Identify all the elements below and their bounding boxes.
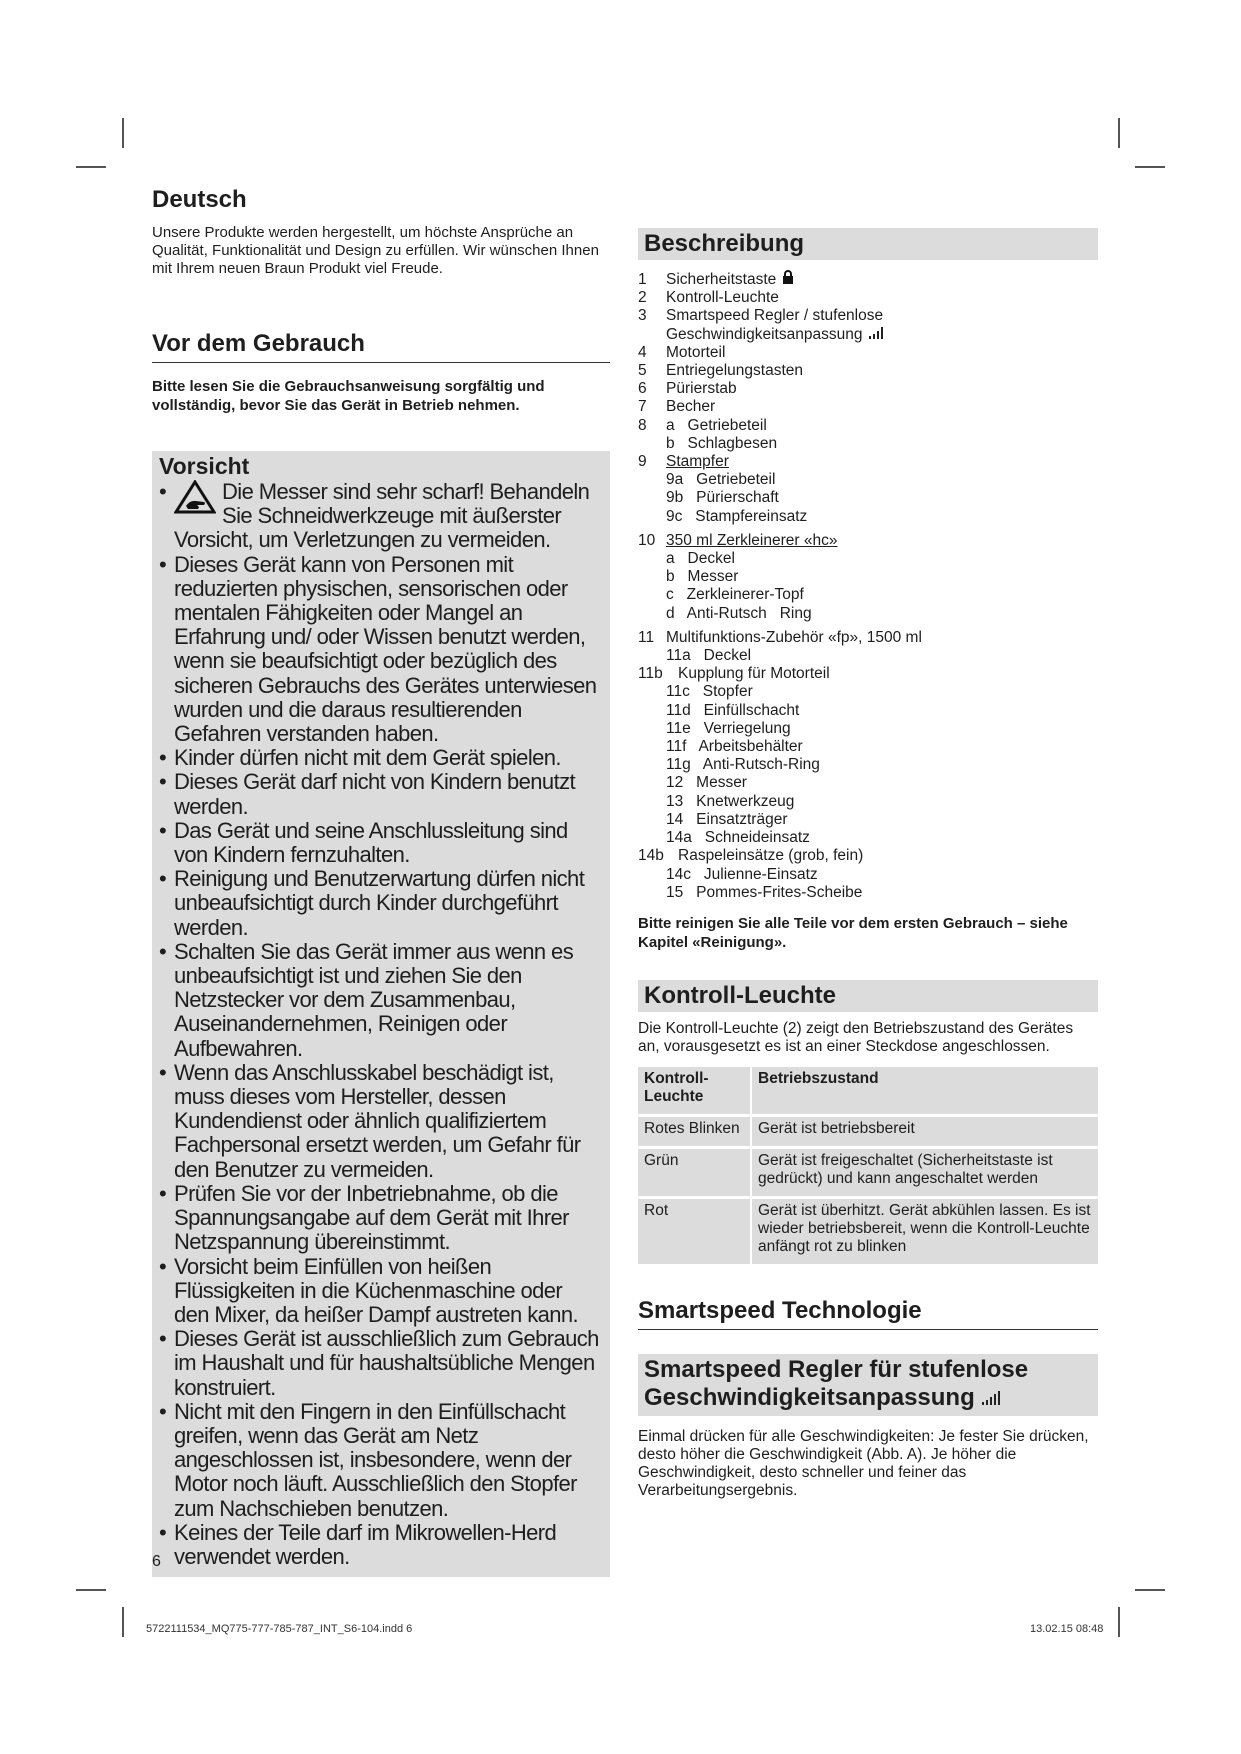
table-row bbox=[638, 1149, 1098, 1196]
table-cell: Gerät ist betriebsbereit bbox=[752, 1117, 1098, 1146]
part-number: 3 bbox=[638, 307, 647, 325]
part-number: 10 bbox=[638, 531, 656, 549]
part-label: Pürierstab bbox=[666, 380, 737, 398]
vorsicht-box bbox=[152, 451, 610, 1577]
list-item bbox=[638, 774, 1098, 792]
list-item bbox=[638, 307, 1098, 325]
language-title: Deutsch bbox=[152, 186, 247, 213]
part-label: 11e Verriegelung bbox=[666, 719, 791, 737]
part-label: 9c Stampfereinsatz bbox=[666, 507, 808, 525]
crop-mark bbox=[76, 1589, 106, 1591]
table-row bbox=[638, 1199, 1098, 1264]
part-label: d Anti-Rutsch Ring bbox=[666, 604, 812, 622]
part-label: 350 ml Zerkleinerer «hc» bbox=[666, 531, 838, 549]
list-item: • Das Gerät und seine Anschlussleitung sind von Kindern fernzuhalten. bbox=[159, 819, 602, 867]
part-number: 8 bbox=[638, 416, 647, 434]
list-item: • Dieses Gerät darf nicht von Kindern benutzt werden. bbox=[159, 770, 602, 818]
list-item bbox=[638, 568, 1098, 586]
part-label: 11g Anti-Rutsch-Ring bbox=[666, 756, 820, 774]
list-item bbox=[638, 326, 1098, 344]
table-header: Betriebszustand bbox=[752, 1067, 1098, 1114]
list-item bbox=[638, 756, 1098, 774]
part-number: 11 bbox=[638, 628, 655, 646]
list-item: • Kinder dürfen nicht mit dem Gerät spielen. bbox=[159, 746, 602, 770]
list-item bbox=[638, 417, 1098, 435]
list-item bbox=[638, 380, 1098, 398]
part-label: b Schlagbesen bbox=[666, 434, 778, 452]
part-label: 11a Deckel bbox=[666, 647, 752, 665]
table-cell: Gerät ist überhitzt. Gerät abkühlen lassen. Es ist wieder betriebsbereit, wenn die Kontroll-Leuchte anfängt rot zu blinken bbox=[752, 1199, 1098, 1264]
beschreibung-heading: Beschreibung bbox=[638, 228, 1098, 260]
part-number: 6 bbox=[638, 380, 647, 398]
table-cell: Gerät ist freigeschaltet (Sicherheitstaste ist gedrückt) und kann angeschaltet werden bbox=[752, 1149, 1098, 1196]
part-number: 1 bbox=[638, 271, 647, 288]
part-label: 14c Julienne-Einsatz bbox=[666, 865, 818, 883]
part-label: b Messer bbox=[666, 568, 739, 586]
table-header: Kontroll-Leuchte bbox=[638, 1067, 752, 1114]
list-item: • Wenn das Anschlusskabel beschädigt ist, muss dieses vom Hersteller, dessen Kundendienst oder ähnlich qualifiziertem Fachpersonal ersetzt werden, um Gefahr für den Benutzer zu vermeiden. bbox=[159, 1061, 602, 1182]
list-item bbox=[638, 508, 1098, 526]
smartspeed-subheading: Smartspeed Regler für stufenlose Geschwindigkeitsanpassung bbox=[638, 1354, 1098, 1416]
footer-file: 5722111534_MQ775-777-785-787_INT_S6-104.indd 6 bbox=[146, 1623, 413, 1635]
part-label: Smartspeed Regler / stufenlose bbox=[666, 307, 884, 325]
part-label: 14 Einsatzträger bbox=[666, 810, 788, 828]
list-item bbox=[638, 665, 1098, 683]
part-label: 9b Pürierschaft bbox=[666, 489, 779, 507]
part-number: 5 bbox=[638, 362, 647, 380]
list-item bbox=[638, 629, 1098, 647]
list-item bbox=[638, 471, 1098, 489]
list-item bbox=[638, 489, 1098, 507]
list-item: • Dieses Gerät kann von Personen mit reduzierten physischen, sensorischen oder mentalen Fähigkeiten oder Mangel an Erfahrung und/ oder Wissen benutzt werden, wenn sie beaufsichtigt oder bezüglich des sicheren Gebrauchs des Gerätes unterwiesen wurden und die daraus resultierenden Gefahren verstanden haben. bbox=[159, 553, 602, 747]
page-number: 6 bbox=[152, 1553, 161, 1570]
list-item bbox=[638, 847, 1098, 865]
list-item bbox=[638, 344, 1098, 362]
speed-bars-icon bbox=[868, 326, 886, 343]
list-item bbox=[638, 683, 1098, 701]
list-item bbox=[638, 884, 1098, 902]
part-label: Geschwindigkeitsanpassung bbox=[666, 325, 863, 343]
part-label: 15 Pommes-Frites-Scheibe bbox=[666, 883, 863, 901]
list-item bbox=[638, 647, 1098, 665]
vor-gebrauch-heading: Vor dem Gebrauch bbox=[152, 330, 610, 363]
part-label: Kupplung für Motorteil bbox=[678, 665, 830, 683]
smartspeed-text: Einmal drücken für alle Geschwindigkeiten: Je fester Sie drücken, desto höher die Geschwindigkeit (Abb. A). Je höher die Geschwindigkeit, desto schneller und feiner das Verarbeitungsergebnis. bbox=[638, 1427, 1089, 1499]
list-item: • Prüfen Sie vor der Inbetriebnahme, ob die Spannungsangabe auf dem Gerät mit Ihrer Netzspannung übereinstimmt. bbox=[159, 1182, 602, 1255]
list-item bbox=[638, 362, 1098, 380]
left-column bbox=[152, 186, 610, 1577]
list-item bbox=[638, 586, 1098, 604]
part-label: Becher bbox=[666, 398, 716, 416]
part-label: Motorteil bbox=[666, 343, 726, 361]
speed-bars-icon bbox=[981, 1384, 1001, 1411]
part-label: Entriegelungstasten bbox=[666, 362, 804, 380]
kontroll-text: Die Kontroll-Leuchte (2) zeigt den Betriebszustand des Gerätes an, vorausgesetzt es ist an einer Steckdose angeschlossen. bbox=[638, 1019, 1074, 1055]
intro-text: Unsere Produkte werden hergestellt, um höchste Ansprüche an Qualität, Funktionalität und Design zu erfüllen. Wir wünschen Ihnen mit Ihrem neuen Braun Produkt viel Freude. bbox=[152, 224, 599, 277]
list-item bbox=[638, 720, 1098, 738]
list-item bbox=[638, 702, 1098, 720]
part-number: 4 bbox=[638, 343, 647, 361]
list-item bbox=[638, 532, 1098, 550]
part-label: a Deckel bbox=[666, 550, 735, 568]
part-label: Sicherheitstaste bbox=[666, 271, 777, 288]
part-number: 11b bbox=[638, 665, 663, 683]
list-item bbox=[638, 435, 1098, 453]
part-label: a Getriebeteil bbox=[666, 416, 767, 434]
part-label: Kontroll-Leuchte bbox=[666, 289, 779, 307]
status-table bbox=[638, 1064, 1098, 1267]
part-number: 2 bbox=[638, 289, 647, 307]
right-column bbox=[638, 228, 1098, 1500]
smartspeed-heading: Smartspeed Technologie bbox=[638, 1297, 1098, 1330]
part-label: Raspeleinsätze (grob, fein) bbox=[678, 847, 864, 865]
part-number: 7 bbox=[638, 398, 647, 416]
table-cell: Rotes Blinken bbox=[638, 1117, 752, 1146]
table-cell: Grün bbox=[638, 1149, 752, 1196]
parts-list bbox=[638, 270, 1098, 902]
part-label: Stampfer bbox=[666, 453, 729, 471]
crop-mark bbox=[1118, 1607, 1120, 1637]
list-item bbox=[638, 289, 1098, 307]
hand-warning-icon bbox=[174, 480, 216, 514]
footer-date: 13.02.15 08:48 bbox=[1030, 1623, 1104, 1635]
table-cell: Rot bbox=[638, 1199, 752, 1264]
list-item: • Die Messer sind sehr scharf! Behandeln Sie Schneidwerkzeuge mit äußerster Vorsicht, um Verletzungen zu vermeiden. bbox=[159, 480, 602, 553]
part-label: 12 Messer bbox=[666, 774, 747, 792]
crop-mark bbox=[1135, 1589, 1165, 1591]
part-label: 11d Einfüllschacht bbox=[666, 701, 800, 719]
part-label: 11f Arbeitsbehälter bbox=[666, 738, 803, 756]
beschreibung-note: Bitte reinigen Sie alle Teile vor dem ersten Gebrauch – siehe Kapitel «Reinigung». bbox=[638, 914, 1068, 951]
part-label: c Zerkleinerer-Topf bbox=[666, 586, 804, 604]
list-item bbox=[638, 398, 1098, 416]
part-label: 13 Knetwerkzeug bbox=[666, 792, 795, 810]
list-item: • Dieses Gerät ist ausschließlich zum Gebrauch im Haushalt und für haushaltsübliche Mengen konstruiert. bbox=[159, 1327, 602, 1400]
part-label: 14a Schneideinsatz bbox=[666, 829, 810, 847]
table-header-row bbox=[638, 1067, 1098, 1114]
part-label: 9a Getriebeteil bbox=[666, 471, 776, 489]
crop-mark bbox=[122, 1607, 124, 1637]
list-item bbox=[638, 738, 1098, 756]
list-item: • Vorsicht beim Einfüllen von heißen Flüssigkeiten in die Küchenmaschine oder den Mixer, da heißer Dampf austreten kann. bbox=[159, 1255, 602, 1328]
list-item bbox=[638, 550, 1098, 568]
list-item: • Nicht mit den Fingern in den Einfüllschacht greifen, wenn das Gerät am Netz angeschlossen ist, insbesondere, wenn der Motor noch läuft. Ausschließlich den Stopfer zum Nachschieben benutzen. bbox=[159, 1400, 602, 1521]
part-number: 9 bbox=[638, 453, 647, 471]
list-item bbox=[638, 793, 1098, 811]
list-item: • Keines der Teile darf im Mikrowellen-Herd verwendet werden. bbox=[159, 1521, 602, 1569]
part-label: Multifunktions-Zubehör «fp», 1500 ml bbox=[666, 628, 922, 646]
crop-mark bbox=[76, 166, 106, 168]
crop-mark bbox=[1135, 166, 1165, 168]
kontroll-heading: Kontroll-Leuchte bbox=[638, 980, 1098, 1012]
list-item bbox=[638, 829, 1098, 847]
crop-mark bbox=[122, 118, 124, 148]
part-label: 11c Stopfer bbox=[666, 683, 753, 701]
list-item: • Schalten Sie das Gerät immer aus wenn es unbeaufsichtigt ist und ziehen Sie den Netzstecker vor dem Zusammenbau, Auseinandernehmen, Reinigen oder Aufbewahren. bbox=[159, 940, 602, 1061]
part-number: 14b bbox=[638, 847, 664, 865]
crop-mark bbox=[1118, 118, 1120, 148]
vor-gebrauch-note: Bitte lesen Sie die Gebrauchsanweisung sorgfältig und vollständig, bevor Sie das Gerät in Betrieb nehmen. bbox=[152, 378, 545, 414]
list-item bbox=[638, 453, 1098, 471]
lock-icon bbox=[782, 271, 794, 288]
vorsicht-list bbox=[159, 480, 602, 1569]
list-item: • Reinigung und Benutzerwartung dürfen nicht unbeaufsichtigt durch Kinder durchgeführt werden. bbox=[159, 867, 602, 940]
vorsicht-heading: Vorsicht bbox=[159, 453, 250, 479]
list-item bbox=[638, 866, 1098, 884]
list-item bbox=[638, 270, 1098, 289]
list-item bbox=[638, 605, 1098, 623]
list-item bbox=[638, 811, 1098, 829]
table-row bbox=[638, 1117, 1098, 1146]
